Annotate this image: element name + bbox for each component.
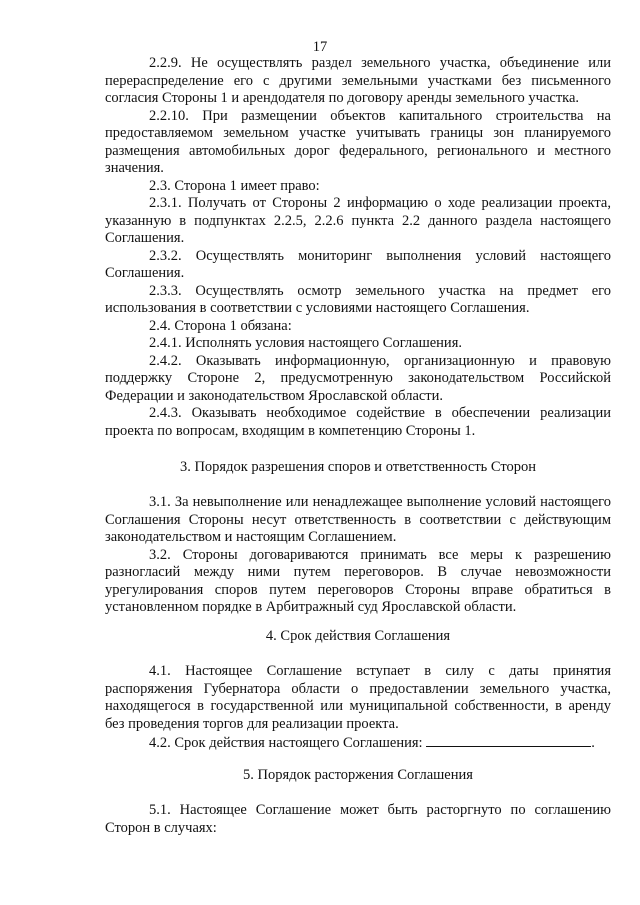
section-5-body xyxy=(105,802,611,837)
section-3-body xyxy=(105,494,611,617)
paragraph-2-3: 2.3. Сторона 1 имеет право: xyxy=(149,177,320,194)
paragraph-2-4-3: 2.4.3. Оказывать необходимое содействие в обеспечении реализации проекта по вопросам, входящим в компетенцию Стороны 1. xyxy=(105,405,611,439)
paragraph-4-2 xyxy=(105,733,611,753)
paragraph-2-3-1: 2.3.1. Получать от Стороны 2 информацию о ходе реализации проекта, указанную в подпунктах 2.2.5, 2.2.6 пункта 2.2 данного раздела настоящего Соглашения. xyxy=(105,195,611,246)
section-4 xyxy=(105,628,611,646)
paragraph-4-2-label: 4.2. Срок действия настоящего Соглашения: xyxy=(149,735,423,751)
paragraph-2-3-2: 2.3.2. Осуществлять мониторинг выполнения условий настоящего Соглашения. xyxy=(105,247,611,281)
term-blank-line xyxy=(426,733,591,747)
paragraph-3-1: 3.1. За невыполнение или ненадлежащее выполнение условий настоящего Соглашения Стороны несут ответственность в соответствии с действующим законодательством и настоящим Соглашением. xyxy=(105,494,611,545)
section-3-heading: 3. Порядок разрешения споров и ответственность Сторон xyxy=(179,459,537,475)
paragraph-2-4-2: 2.4.2. Оказывать информационную, организационную и правовую поддержку Стороне 2, предусмотренную законодательством Российской Федерации и законодательством Ярославской области. xyxy=(105,352,611,404)
paragraph-4-2-end: . xyxy=(591,735,595,751)
section-5 xyxy=(105,767,611,785)
section-2-continuation xyxy=(105,55,611,440)
paragraph-5-1: 5.1. Настоящее Соглашение может быть расторгнуто по соглашению Сторон в случаях: xyxy=(105,802,611,836)
section-5-heading: 5. Порядок расторжения Соглашения xyxy=(243,767,473,783)
section-4-body xyxy=(105,663,611,753)
page-number: 17 xyxy=(312,39,328,55)
section-4-heading: 4. Срок действия Соглашения xyxy=(265,628,451,644)
paragraph-4-1: 4.1. Настоящее Соглашение вступает в силу с даты принятия распоряжения Губернатора области о предоставлении земельного участка, находящегося в государственной или муниципальной собственности, в аренду без проведения торгов для реализации проекта. xyxy=(105,663,611,732)
section-3 xyxy=(105,459,611,477)
paragraph-2-2-9: 2.2.9. Не осуществлять раздел земельного участка, объединение или перераспределение его с другими земельными участками без письменного согласия Стороны 1 и арендодателя по договору аренды земельного участка. xyxy=(105,55,611,106)
paragraph-2-3-3: 2.3.3. Осуществлять осмотр земельного участка на предмет его использования в соответствии с условиями настоящего Соглашения. xyxy=(105,282,611,316)
paragraph-2-4-1: 2.4.1. Исполнять условия настоящего Соглашения. xyxy=(149,335,462,351)
paragraph-2-4: 2.4. Сторона 1 обязана: xyxy=(149,317,292,334)
paragraph-3-2: 3.2. Стороны договариваются принимать все меры к разрешению разногласий между ними путем переговоров. В случае невозможности урегулирования споров путем переговоров Стороны вправе обратиться в установленном порядке в Арбитражный суд Ярославской области. xyxy=(105,546,611,615)
paragraph-2-2-10: 2.2.10. При размещении объектов капитального строительства на предоставляемом земельном участке учитывать границы зон планируемого размещения автомобильных дорог федерального, регионального и местного значения. xyxy=(105,107,611,176)
